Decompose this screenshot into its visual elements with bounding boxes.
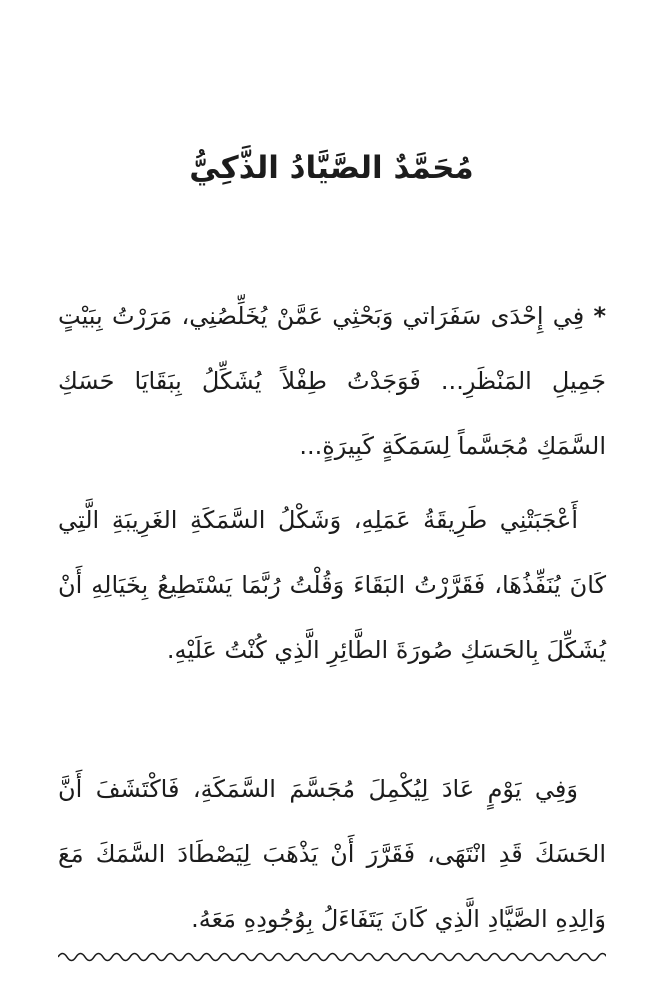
story-paragraph-2-text: أَعْجَبَتْنِي طَرِيقَةُ عَمَلِهِ، وَشَكْلُ السَّمَكَةِ الغَرِيبَةِ الَّتِي كَانَ يُنَفِّذُهَا، فَقَرَّرْتُ البَقَاءَ وَقُلْتُ رُبَّمَا يَسْتَطِيعُ بِخَيَالِهِ أَنْ يُشَكِّلَ بِالحَسَكِ صُورَةَ الطَّائِرِ الَّذِي كُنْتُ عَلَيْهِ.: [58, 506, 606, 664]
story-paragraph-3: [58, 757, 606, 952]
story-title: مُحَمَّدٌ الصَّيَّادُ الذَّكِيُّ: [189, 150, 474, 186]
story-paragraph-2: [58, 488, 606, 683]
story-paragraph-1-text: فِي إِحْدَى سَفَرَاتي وَبَحْثِي عَمَّنْ يُخَلِّصُنِي، مَرَرْتُ بِبَيْتٍ جَمِيلِ المَنْظَرِ... فَوَجَدْتُ طِفْلاً يُشَكِّلُ بِبَقَايَا حَسَكِ السَّمَكِ مُجَسَّماً لِسَمَكَةٍ كَبِيرَةٍ...: [58, 302, 606, 460]
story-paragraph-3-text: وَفِي يَوْمٍ عَادَ لِيُكْمِلَ مُجَسَّمَ السَّمَكَةِ، فَاكْتَشَفَ أَنَّ الحَسَكَ قَدِ انْتَهَى، فَقَرَّرَ أَنْ يَذْهَبَ لِيَصْطَادَ السَّمَكَ مَعَ وَالِدِهِ الصَّيَّادِ الَّذِي كَانَ يَتَفَاءَلُ بِوُجُودِهِ مَعَهُ.: [58, 775, 606, 933]
paragraph-marker-asterisk: *: [593, 302, 606, 330]
wavy-divider: [58, 950, 606, 964]
story-paragraph-1: [58, 284, 606, 479]
wavy-divider-line: [58, 954, 606, 961]
